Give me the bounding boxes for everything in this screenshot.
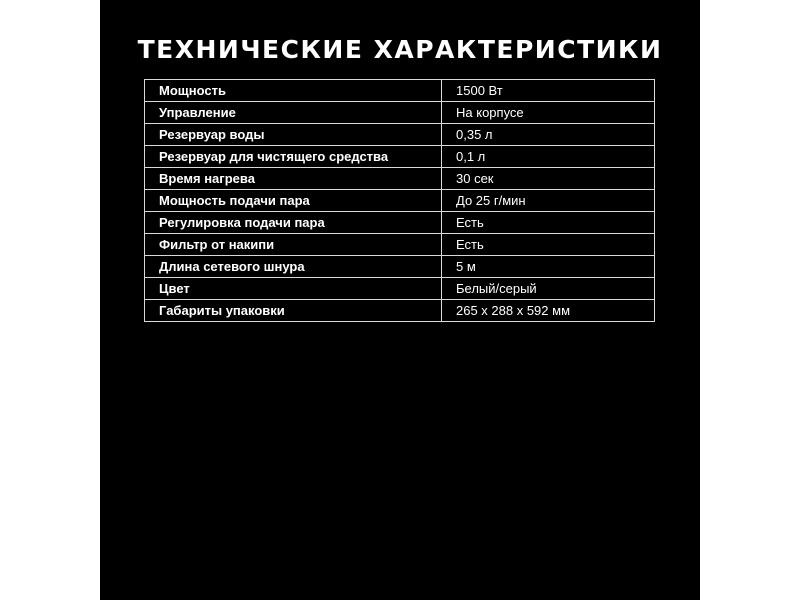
spec-value: Есть xyxy=(442,212,655,234)
spec-value: 30 сек xyxy=(442,168,655,190)
spec-value: 0,1 л xyxy=(442,146,655,168)
table-row xyxy=(145,190,655,212)
spec-label: Управление xyxy=(145,102,442,124)
table-row xyxy=(145,80,655,102)
page-title: ТЕХНИЧЕСКИЕ ХАРАКТЕРИСТИКИ xyxy=(137,35,663,64)
spec-label: Регулировка подачи пара xyxy=(145,212,442,234)
table-row xyxy=(145,102,655,124)
table-row xyxy=(145,168,655,190)
spec-label: Мощность xyxy=(145,80,442,102)
spec-value: 0,35 л xyxy=(442,124,655,146)
spec-label: Габариты упаковки xyxy=(145,300,442,322)
spec-value: Есть xyxy=(442,234,655,256)
table-row xyxy=(145,146,655,168)
table-row xyxy=(145,300,655,322)
spec-table xyxy=(144,79,655,322)
spec-label: Время нагрева xyxy=(145,168,442,190)
spec-label: Резервуар для чистящего средства xyxy=(145,146,442,168)
spec-label: Мощность подачи пара xyxy=(145,190,442,212)
table-row xyxy=(145,124,655,146)
table-row xyxy=(145,278,655,300)
spec-value: До 25 г/мин xyxy=(442,190,655,212)
spec-value: 5 м xyxy=(442,256,655,278)
spec-value: Белый/серый xyxy=(442,278,655,300)
spec-value: 265 х 288 х 592 мм xyxy=(442,300,655,322)
spec-label: Длина сетевого шнура xyxy=(145,256,442,278)
spec-label: Цвет xyxy=(145,278,442,300)
spec-label: Резервуар воды xyxy=(145,124,442,146)
spec-card xyxy=(100,0,700,600)
spec-value: 1500 Вт xyxy=(442,80,655,102)
table-row xyxy=(145,234,655,256)
spec-value: На корпусе xyxy=(442,102,655,124)
table-row xyxy=(145,212,655,234)
table-row xyxy=(145,256,655,278)
spec-label: Фильтр от накипи xyxy=(145,234,442,256)
